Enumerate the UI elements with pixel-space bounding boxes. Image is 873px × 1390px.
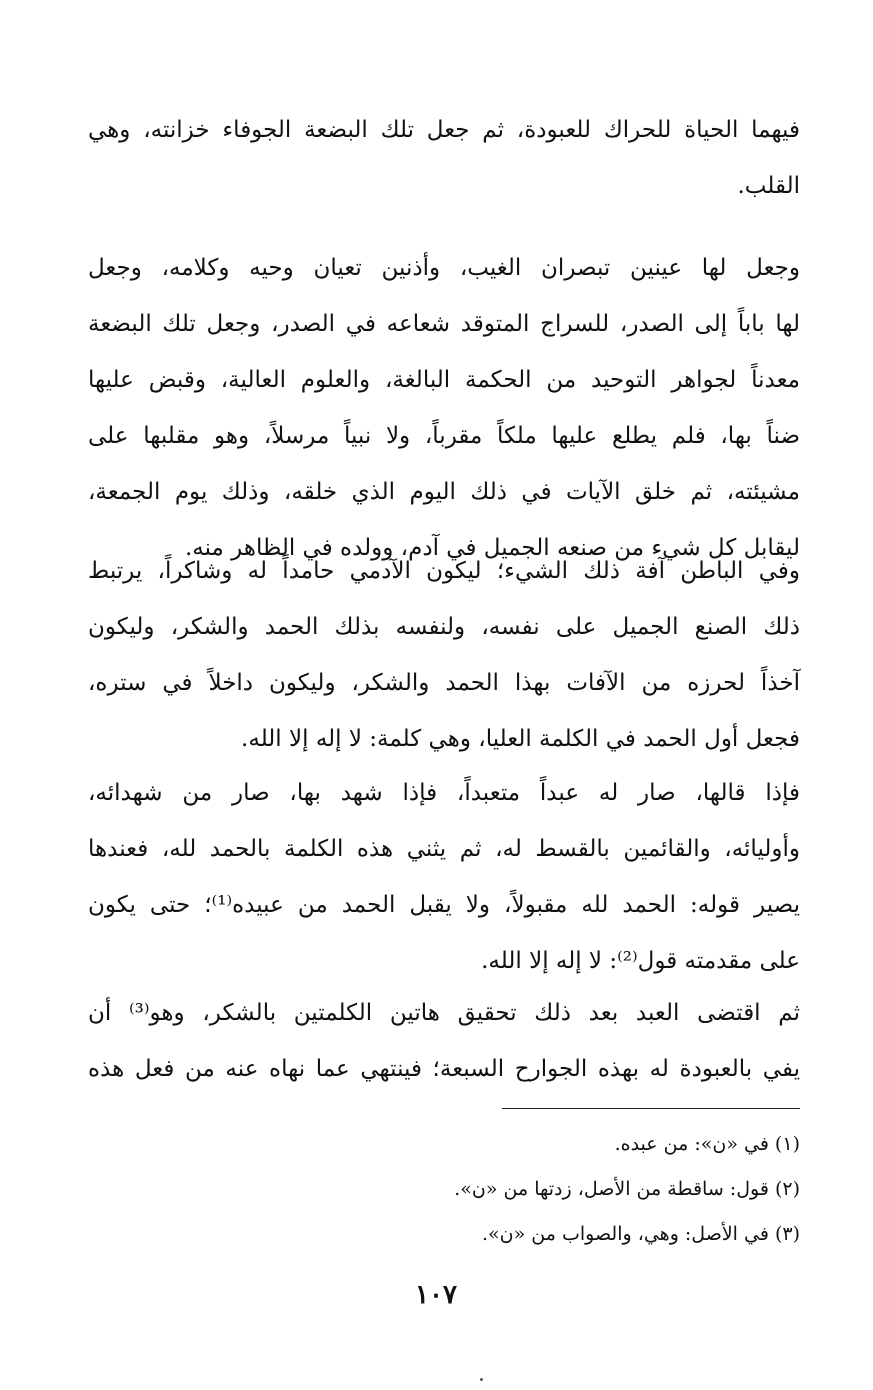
- text-line: لها باباً إلى الصدر، للسراج المتوقد شعاعه في الصدر، وجعل تلك البضعة: [88, 311, 800, 337]
- text-line: وجعل لها عينين تبصران الغيب، وأذنين تعيان وحيه وكلامه، وجعل: [88, 255, 800, 281]
- footnote-separator: [502, 1108, 800, 1109]
- text-line: مشيئته، ثم خلق الآيات في ذلك اليوم الذي خلقه، وذلك يوم الجمعة،: [88, 479, 800, 505]
- text-line: القلب.: [737, 173, 800, 199]
- footnote-1: (١) في «ن»: من عبده.: [614, 1133, 800, 1155]
- text-line: وأوليائه، والقائمين بالقسط له، ثم يثني هذه الكلمة بالحمد لله، فعندها: [88, 836, 800, 862]
- text-line: فجعل أول الحمد في الكلمة العليا، وهي كلمة: لا إله إلا الله.: [241, 726, 800, 752]
- text-line: على مقدمته قول⁽²⁾: لا إله إلا الله.: [481, 948, 800, 974]
- paragraph-2: [88, 240, 800, 576]
- text-line: فإذا قالها، صار له عبداً متعبداً، فإذا شهد بها، صار من شهدائه،: [88, 780, 800, 806]
- paragraph-5: [88, 985, 800, 1097]
- text-line: معدناً لجواهر التوحيد من الحكمة البالغة، والعلوم العالية، وقبض عليها: [88, 367, 800, 393]
- text-line: ثم اقتضى العبد بعد ذلك تحقيق هاتين الكلمتين بالشكر، وهو⁽³⁾ أن: [88, 1000, 800, 1026]
- paragraph-4: [88, 765, 800, 989]
- text-line: ذلك الصنع الجميل على نفسه، ولنفسه بذلك الحمد والشكر، وليكون: [88, 614, 800, 640]
- footnotes: [88, 1122, 800, 1257]
- paragraph-3: [88, 543, 800, 767]
- paragraph-1: [88, 102, 800, 214]
- text-line: ضناً بها، فلم يطلع عليها ملكاً مقرباً، ولا نبياً مرسلاً، وهو مقلبها على: [88, 423, 800, 449]
- text-line: ليقابل كل شيء من صنعه الجميل في آدم، وولده في الظاهر منه.: [184, 535, 800, 561]
- text-line: فيهما الحياة للحراك للعبودة، ثم جعل تلك البضعة الجوفاء خزانته، وهي: [88, 117, 800, 143]
- footnote-2: (٢) قول: ساقطة من الأصل، زدتها من «ن».: [454, 1178, 800, 1200]
- text-line: يفي بالعبودة له بهذه الجوارح السبعة؛ فينتهي عما نهاه عنه من فعل هذه: [88, 1056, 800, 1082]
- print-mark: [480, 1378, 483, 1381]
- text-line: يصير قوله: الحمد لله مقبولاً، ولا يقبل الحمد من عبيده⁽¹⁾؛ حتى يكون: [88, 892, 800, 918]
- text-line: آخذاً لحرزه من الآفات بهذا الحمد والشكر، وليكون داخلاً في ستره،: [88, 670, 800, 696]
- footnote-3: (٣) في الأصل: وهي، والصواب من «ن».: [482, 1223, 800, 1245]
- page-number: ١٠٧: [415, 1280, 457, 1310]
- text-line: وفي الباطن آفة ذلك الشيء؛ ليكون الآدمي حامداً له وشاكراً، يرتبط: [88, 558, 800, 584]
